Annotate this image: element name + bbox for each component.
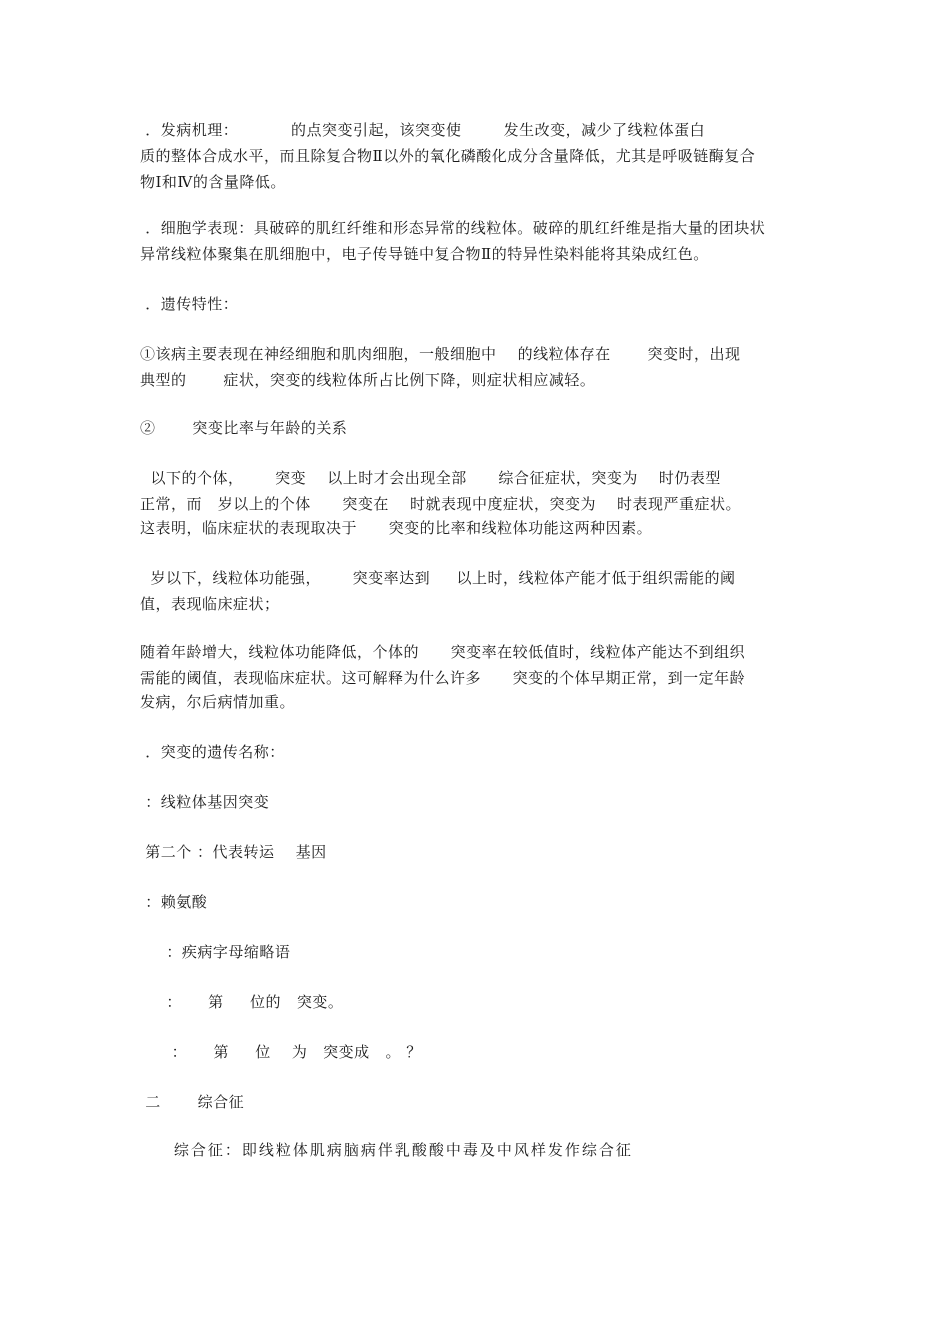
text-line: ： 第 位 为 突变成 。 ？: [140, 1043, 422, 1061]
text-line: 这表明，临床症状的表现取决于 突变的比率和线粒体功能这两种因素。: [140, 519, 653, 537]
text-line: ：赖氨酸: [140, 893, 208, 911]
text-line: ．细胞学表现：具破碎的肌红纤维和形态异常的线粒体。破碎的肌红纤维是指大量的团块状: [140, 219, 766, 237]
text-line: 异常线粒体聚集在肌细胞中，电子传导链中复合物Ⅱ的特异性染料能将其染成红色。: [140, 245, 709, 263]
text-line: ．发病机理： 的点突变引起，该突变使 发生改变，减少了线粒体蛋白: [140, 121, 706, 139]
text-line: 综合征：即线粒体肌病脑病伴乳酸酸中毒及中风样发作综合征: [140, 1141, 633, 1159]
text-line: ：线粒体基因突变: [140, 793, 270, 811]
section-heading: 二 综合征: [140, 1093, 245, 1111]
text-line: 第二个 ：代表转运 基因: [140, 843, 327, 861]
text-line: ② 突变比率与年龄的关系: [140, 419, 348, 437]
text-line: ．突变的遗传名称：: [140, 743, 285, 761]
text-line: ：疾病字母缩略语: [140, 943, 291, 961]
text-line: 岁以下，线粒体功能强， 突变率达到 以上时，线粒体产能才低于组织需能的阈: [140, 569, 736, 587]
text-line: 发病，尔后病情加重。: [140, 693, 296, 711]
text-line: 以下的个体， 突变 以上时才会出现全部 综合征症状，突变为 时仍表型: [140, 469, 721, 487]
text-line: 典型的 症状，突变的线粒体所占比例下降，则症状相应减轻。: [140, 371, 596, 389]
text-line: ①该病主要表现在神经细胞和肌肉细胞，一般细胞中 的线粒体存在 突变时，出现: [140, 345, 741, 363]
text-line: 需能的阈值，表现临床症状。这可解释为什么许多 突变的个体早期正常，到一定年龄: [140, 669, 746, 687]
text-line: 正常，而 岁以上的个体 突变在 时就表现中度症状，突变为 时表现严重症状。: [140, 495, 742, 513]
text-line: 物Ⅰ和Ⅳ的含量降低。: [140, 173, 286, 191]
text-line: ： 第 位的 突变。: [140, 993, 344, 1011]
text-line: 质的整体合成水平，而且除复合物Ⅱ以外的氧化磷酸化成分含量降低，尤其是呼吸链酶复合: [140, 147, 756, 165]
text-line: ．遗传特性：: [140, 295, 239, 313]
text-line: 随着年龄增大，线粒体功能降低，个体的 突变率在较低值时，线粒体产能达不到组织: [140, 643, 746, 661]
text-line: 值，表现临床症状；: [140, 595, 280, 613]
